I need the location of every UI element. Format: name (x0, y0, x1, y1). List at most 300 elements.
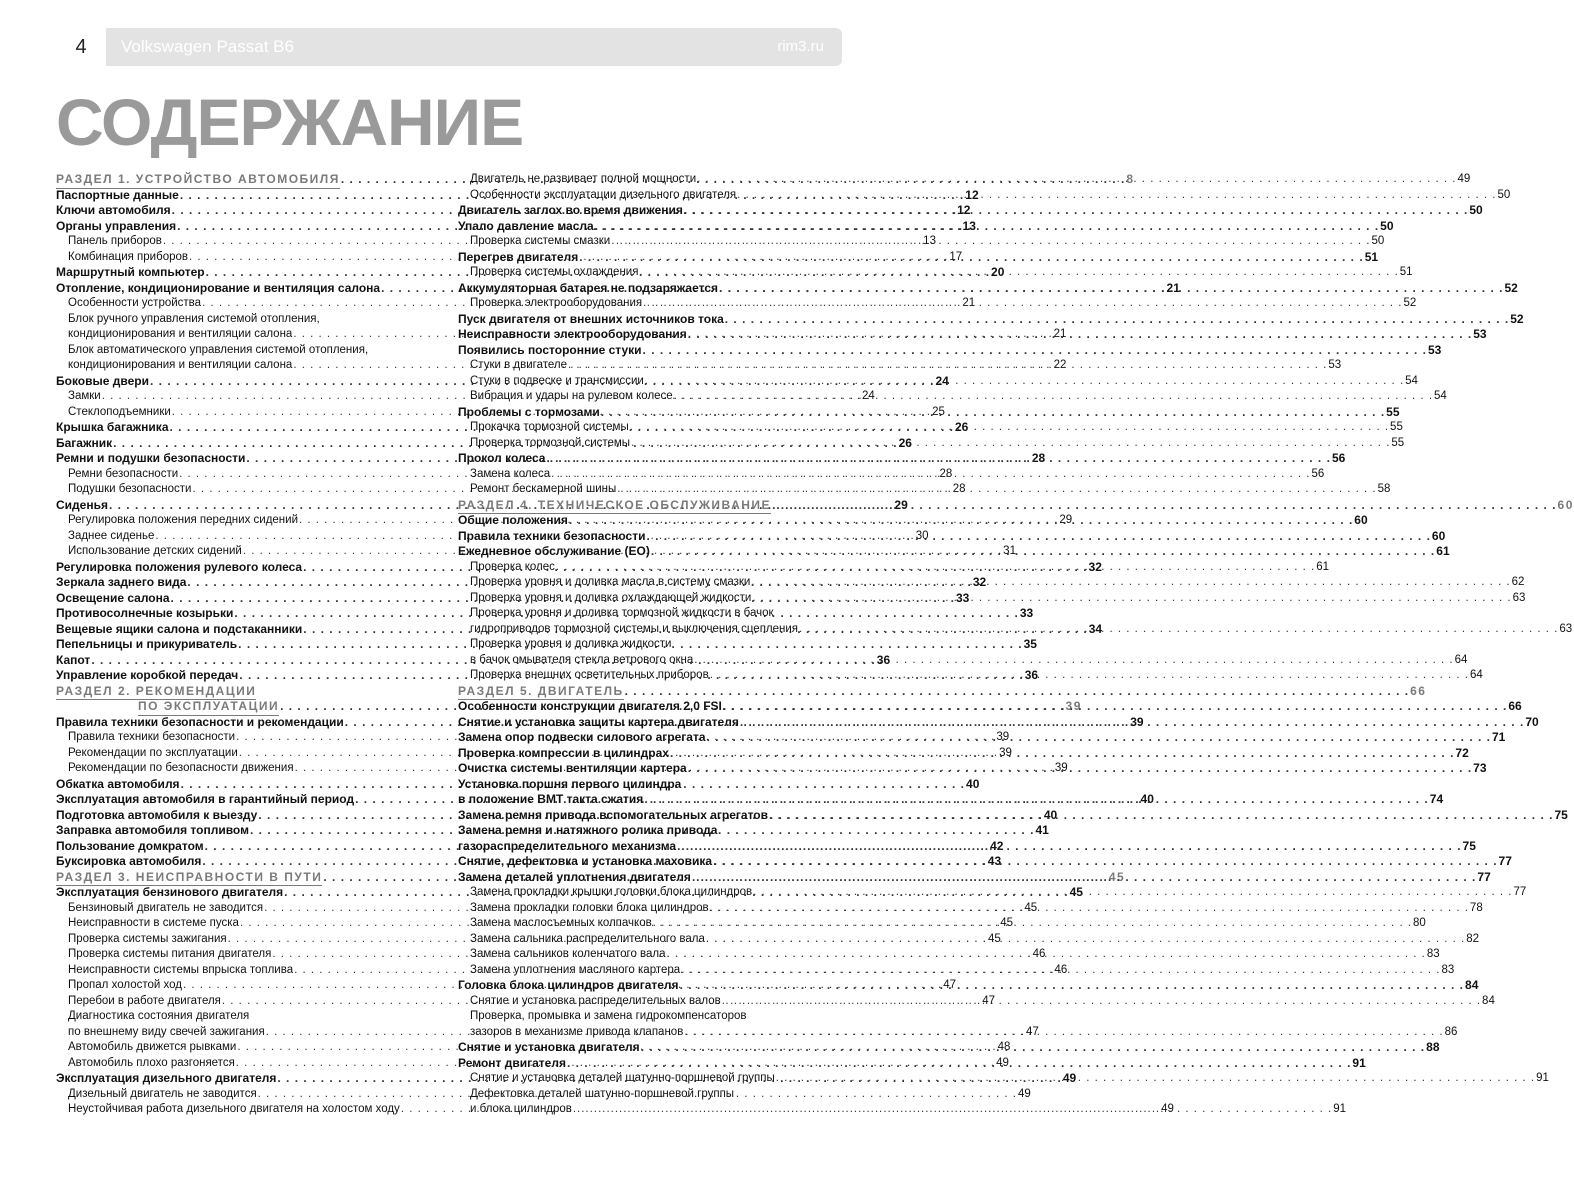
dot-leader (688, 327, 1472, 343)
toc-page-number: 45 (1108, 869, 1126, 884)
toc-page-number: 22 (1053, 359, 1067, 371)
toc-page-number: 63 (1559, 622, 1573, 635)
dot-leader (645, 374, 1404, 390)
dot-leader (772, 498, 1556, 514)
toc-entry-title: Пуск двигателя от внешних источников тока (458, 311, 724, 326)
toc-entry-title: Стуки в подвеске и трансмиссии (470, 374, 644, 387)
dot-leader (706, 932, 1465, 948)
toc-page-number: 77 (1477, 869, 1491, 884)
toc-entry-title: Перегрев двигателя (458, 249, 579, 264)
toc-entry-title: Органы управления (56, 218, 177, 233)
toc-page-number: 32 (972, 575, 987, 589)
toc-page-number: 40 (966, 776, 980, 791)
toc-entry-title: Буксировка автомобиля (56, 854, 202, 868)
dot-leader (651, 544, 1435, 560)
toc-page-number: 28 (1031, 451, 1046, 465)
toc-entry-title: Ключи автомобиля (56, 203, 171, 217)
toc-entry-title: Бензиновый двигатель не заводится (68, 901, 264, 914)
toc-page-number: 12 (957, 203, 971, 217)
page-header (56, 28, 842, 66)
toc-page-number: 26 (954, 420, 969, 434)
toc-subentry (458, 606, 838, 622)
toc-entry-title: Замена ремня и натяжного ролика привода (458, 823, 718, 837)
toc-entry-title: Ремни и подушки безопасности (56, 451, 246, 465)
toc-page-number: 53 (1328, 359, 1342, 371)
toc-page-number: 25 (932, 405, 945, 418)
toc-page-number: 64 (1454, 653, 1468, 666)
toc-page-number: 52 (1504, 280, 1518, 295)
toc-page-number: 45 (1069, 885, 1083, 899)
dot-leader (694, 653, 1453, 669)
page-title: СОДЕРЖАНИЕ (56, 85, 524, 159)
dot-leader (710, 901, 1469, 917)
toc-entry-title: кондиционирования и вентиляции салона (68, 359, 293, 371)
toc-entry-title: Проблемы с тормозами (458, 404, 600, 419)
toc-entry-title: Отопление, кондиционирование и вентиляция салона (56, 280, 381, 295)
toc-page-number: 66 (1508, 699, 1522, 713)
toc-entry-title: Использование детских сидений (68, 545, 242, 557)
toc-page-number: 33 (1019, 606, 1034, 620)
toc-entry-title: Установка поршня первого цилиндра (458, 776, 682, 791)
dot-leader (737, 188, 1496, 204)
toc-entry-title: Панель приборов (68, 235, 162, 247)
toc-entry-title: РАЗДЕЛ 1. УСТРОЙСТВО АВТОМОБИЛЯ (56, 172, 340, 189)
dot-leader (710, 668, 1469, 684)
toc-entry-title: РАЗДЕЛ 3. НЕИСПРАВНОСТИ В ПУТИ (56, 870, 322, 887)
toc-entry-title: Прокачка тормозной системы (470, 421, 629, 433)
toc-entry-title: Замена деталей уплотнения двигателя (458, 869, 691, 884)
toc-page-number: 13 (962, 218, 976, 233)
toc-page-number: 66 (1410, 683, 1427, 698)
toc-page-number: 33 (956, 590, 970, 605)
toc-entry-title: Снятие и установка распределительных валов (470, 994, 721, 1007)
dot-leader (653, 916, 1412, 932)
toc-entry-title: РАЗДЕЛ 4. ТЕХНИЧЕСКОЕ ОБСЛУЖИВАНИЕ (458, 498, 771, 515)
toc-entry-title: газораспределительного механизма (458, 838, 677, 853)
toc-entry-title: Замена прокладки головки блока цилиндров (470, 901, 709, 914)
toc-subentry (458, 1087, 838, 1103)
dot-leader (740, 715, 1524, 731)
toc-section-heading (458, 683, 1427, 700)
toc-page-number: 21 (962, 297, 976, 309)
toc-page-number: 30 (915, 529, 929, 542)
toc-entry-title: Проверка колес (470, 560, 555, 573)
toc-page-number: 39 (1065, 699, 1082, 713)
dot-leader (644, 792, 1428, 808)
toc-page-number: 36 (1024, 668, 1039, 682)
toc-page-number: 43 (987, 854, 1002, 868)
dot-leader (641, 1040, 1425, 1056)
toc-entry-title: Дефектовка деталей шатунно-поршневой группы (470, 1087, 735, 1100)
toc-entry (458, 823, 838, 839)
toc-entry-title: Автомобиль плохо разгоняется (68, 1056, 235, 1069)
dot-leader (579, 250, 1363, 266)
toc-page-number: 60 (1557, 497, 1574, 512)
toc-entry-title: Подушки безопасности (68, 483, 192, 495)
toc-entry-title: Пропал холостой ход (68, 979, 182, 991)
toc-entry-title: Ежедневное обслуживание (ЕО) (458, 544, 650, 558)
toc-page-number: 70 (1525, 714, 1539, 729)
toc-page-number: 28 (939, 467, 953, 480)
toc-page-number: 41 (1035, 823, 1049, 837)
toc-entry-title: Стеклоподъемники (68, 405, 171, 418)
toc-entry-title: Неисправности в системе пуска (68, 917, 239, 929)
toc-page-number: 17 (949, 250, 963, 263)
toc-page-number: 47 (1026, 1025, 1039, 1038)
toc-entry-title: Автомобиль движется рывками (68, 1041, 237, 1053)
dot-leader (639, 265, 1398, 281)
toc-entry-title: Регулировка положения рулевого колеса (56, 559, 303, 574)
toc-page-number: 36 (876, 652, 891, 667)
toc-page-number: 60 (1354, 513, 1368, 527)
toc-entry-title: Общие положения (458, 513, 568, 527)
toc-entry-title: Рекомендации по безопасности движения (68, 762, 294, 774)
toc-page-number: 56 (1311, 467, 1325, 480)
toc-page-number: 40 (1043, 807, 1058, 822)
toc-entry-title: Рекомендации по эксплуатации (68, 746, 238, 759)
toc-entry-title: Проверка тормозной системы (470, 436, 631, 449)
toc-page-number: 53 (1427, 342, 1442, 357)
toc-entry-title: Заднее сиденье (68, 529, 155, 542)
toc-entry-title: в бачок омывателя стекла ветрового окна (470, 653, 694, 666)
toc-page-number: 74 (1429, 792, 1444, 806)
toc-entry-title: Аккумуляторная батарея не подзаряжается (458, 280, 718, 295)
toc-page-number: 80 (1413, 917, 1426, 929)
toc-page-number: 46 (1054, 963, 1068, 976)
dot-leader (595, 219, 1379, 235)
toc-entry-title: Неисправности системы впрыска топлива (68, 963, 294, 976)
dot-leader (722, 994, 1481, 1010)
toc-entry-title: Упало давление масла (458, 218, 594, 233)
toc-page-number: 82 (1466, 932, 1479, 945)
toc-entry-title: гидроприводов тормозной системы и выключения сцепления (470, 622, 799, 635)
toc-page-number: 88 (1426, 1040, 1440, 1054)
toc-page-number: 26 (898, 435, 912, 450)
dot-leader (646, 529, 1430, 545)
toc-entry-title: Особенности эксплуатации дизельного двигателя (470, 188, 737, 201)
dot-leader (643, 343, 1427, 359)
toc-entry-title: Заправка автомобиля топливом (56, 823, 249, 837)
toc-entry-title: РАЗДЕЛ 5. ДВИГАТЕЛЬ (458, 684, 624, 701)
toc-entry-title: Багажник (56, 435, 113, 450)
dot-leader (567, 1056, 1351, 1072)
dot-leader (569, 513, 1353, 529)
dot-leader (670, 746, 1454, 762)
toc-entry-title: Головка блока цилиндров двигателя (458, 978, 679, 992)
toc-entry-title: Прокол колеса (458, 451, 546, 465)
toc-page-number: 84 (1465, 978, 1479, 992)
toc-entry-title: Перебои в работе двигателя (68, 994, 221, 1007)
toc-page-number: 71 (1491, 730, 1506, 744)
toc-entry-title: и блока цилиндров (470, 1103, 572, 1115)
toc-page-number: 28 (952, 483, 966, 495)
toc-entry (458, 777, 838, 793)
toc-entry-title: Снятие, дефектовка и установка маховика (458, 854, 713, 868)
dot-leader (631, 436, 1390, 452)
toc-entry-title: Проверка системы смазки (470, 235, 611, 247)
dot-leader (753, 885, 1512, 901)
toc-page-number: 75 (1554, 807, 1568, 822)
toc-entry-title: Подготовка автомобиля к выезду (56, 807, 258, 822)
toc-page-number: 49 (1017, 1087, 1031, 1100)
toc-entry-title: ПО ЭКСПЛУАТАЦИИ (138, 699, 279, 716)
toc-entry-title: Блок ручного управления системой отопления, (68, 312, 320, 325)
dot-leader (776, 1071, 1535, 1087)
toc-page-number: 24 (935, 373, 949, 388)
dot-leader (625, 684, 1409, 700)
dot-leader (551, 467, 1310, 483)
dot-leader (677, 839, 1461, 855)
toc-entry-title: Неустойчивая работа дизельного двигателя на холостом ходу (68, 1103, 400, 1115)
dot-leader (684, 1025, 1443, 1041)
toc-page-number: 55 (1386, 404, 1400, 419)
toc-page-number: 49 (1457, 173, 1471, 185)
toc-page-number: 83 (1426, 948, 1440, 960)
toc-subentry (56, 1009, 436, 1025)
toc-page-number: 39 (1130, 714, 1144, 729)
toc-page-number: 49 (996, 1056, 1009, 1069)
dot-leader (674, 389, 1433, 405)
toc-entry-title: Особенности конструкции двигателя 2,0 FSI (458, 699, 722, 713)
toc-page-number: 50 (1497, 188, 1511, 201)
toc-page-number: 8 (1126, 172, 1135, 186)
dot-leader (752, 591, 1511, 607)
page-number: 4 (56, 28, 106, 66)
toc-entry-title: Вещевые ящики салона и подстаканники (56, 621, 303, 636)
toc-page-number: 51 (1399, 266, 1413, 278)
dot-leader (556, 560, 1315, 576)
toc-page-number: 54 (1434, 390, 1447, 402)
dot-leader (723, 699, 1507, 715)
toc-page-number: 13 (923, 235, 936, 247)
toc-page-number: 50 (1371, 235, 1385, 247)
toc-entry-title: Проверка компрессии в цилиндрах (458, 745, 669, 760)
toc-page-number: 56 (1331, 451, 1346, 465)
dot-leader (713, 854, 1497, 870)
toc-entry-title: Проверка системы охлаждения (470, 266, 639, 278)
toc-entry-title: Замена колеса (470, 467, 551, 480)
toc-page-number: 55 (1391, 436, 1405, 449)
toc-entry-title: Пепельницы и прикуриватель (56, 637, 238, 651)
toc-page-number: 78 (1469, 901, 1483, 914)
toc-entry-title: Замена маслосъемных колпачков (470, 917, 652, 929)
toc-page-number: 29 (1059, 514, 1073, 526)
dot-leader (617, 482, 1376, 498)
toc-page-number: 39 (996, 731, 1010, 743)
toc-page-number: 61 (1316, 560, 1329, 573)
toc-page-number: 55 (1390, 421, 1403, 433)
toc-page-number: 52 (1510, 311, 1524, 326)
toc-entry-title: Ремни безопасности (68, 467, 179, 480)
toc-page-number: 35 (1023, 637, 1037, 651)
toc-entry-title: Маршрутный компьютер (56, 265, 205, 279)
toc-subentry (458, 172, 1471, 188)
toc-page-number: 53 (1473, 327, 1487, 341)
toc-entry-title: РАЗДЕЛ 2. РЕКОМЕНДАЦИИ (56, 684, 256, 701)
toc-page-number: 45 (987, 932, 1001, 945)
dot-leader (692, 870, 1476, 886)
toc-entry-title: Правила техники безопасности и рекомендации (56, 714, 344, 729)
toc-entry-title: Ремонт двигателя (458, 1055, 566, 1070)
toc-entry-title: Проверка уровня и доливка масла в систему смазки (470, 576, 751, 588)
toc-entry-title: Замена сальника распределительного вала (470, 932, 705, 945)
toc-page-number: 39 (1054, 762, 1068, 774)
toc-entry-title: Проверка уровня и доливка тормозной жидкости в бачок (470, 607, 774, 619)
dot-leader (601, 405, 1385, 421)
toc-entry-title: Эксплуатация автомобиля в гарантийный период (56, 792, 355, 806)
toc-entry-title: Крышка багажника (56, 420, 169, 434)
dot-leader (568, 358, 1327, 374)
toc-entry (458, 342, 1442, 359)
toc-page-number: 62 (1511, 576, 1525, 588)
toc-page-number: 48 (997, 1041, 1011, 1053)
toc-entry-title: Проверка системы питания двигателя (68, 948, 272, 960)
toc-page-number: 73 (1473, 761, 1487, 775)
toc-entry-title: Комбинация приборов (68, 250, 188, 263)
toc-page-number: 91 (1333, 1103, 1347, 1115)
toc-entry-title: в положение ВМТ такта сжатия (458, 792, 644, 806)
toc-page-number: 52 (1403, 297, 1417, 309)
toc-entry-title: Проверка, промывка и замена гидрокомпенсаторов (470, 1010, 747, 1022)
toc-entry-title: Вибрация и удары на рулевом колесе (470, 390, 673, 402)
toc-entry-title: зазоров в механизме привода клапанов (470, 1025, 684, 1038)
toc-page-number: 91 (1352, 1055, 1366, 1070)
toc-entry-title: Проверка внешних осветительных приборов (470, 669, 709, 681)
toc-entry-title: Ремонт бескамерной шины (470, 483, 617, 495)
toc-entry-title: Правила техники безопасности (458, 528, 646, 543)
toc-page-number: 46 (1032, 948, 1046, 960)
toc-entry-title: Особенности устройства (68, 297, 202, 309)
dot-leader (697, 172, 1456, 188)
dot-leader (546, 451, 1330, 467)
toc-page-number: 77 (1498, 854, 1512, 868)
toc-page-number: 50 (1380, 218, 1394, 233)
toc-page-number: 84 (1482, 994, 1495, 1007)
toc-page-number: 77 (1513, 886, 1527, 898)
toc-page-number: 58 (1377, 483, 1391, 495)
toc-page-number: 21 (1166, 280, 1180, 295)
toc-page-number: 45 (1000, 917, 1014, 929)
toc-page-number: 91 (1536, 1072, 1549, 1084)
toc-entry-title: Противосолнечные козырьки (56, 606, 234, 620)
dot-leader (630, 420, 1389, 436)
toc-entry-title: Сиденья (56, 497, 108, 512)
toc-page-number: 86 (1444, 1025, 1458, 1038)
toc-page-number: 12 (965, 187, 979, 202)
site-label: rim3.ru (777, 38, 824, 55)
toc-page-number: 61 (1436, 544, 1450, 558)
toc-entry-title: Появились посторонние стуки (458, 342, 642, 357)
toc-entry-title: Капот (56, 652, 91, 667)
toc-page-number: 51 (1364, 249, 1379, 264)
toc-page-number: 64 (1470, 669, 1483, 681)
dot-leader (643, 296, 1402, 312)
toc-page-number: 60 (1431, 528, 1446, 543)
toc-entry-title: Паспортные данные (56, 187, 179, 202)
toc-page-number: 75 (1462, 838, 1476, 853)
toc-entry-title: Проверка системы зажигания (68, 932, 227, 945)
dot-leader (719, 281, 1503, 297)
toc-page-number: 29 (894, 497, 908, 512)
toc-entry-title: Снятие и установка деталей шатунно-поршневой группы (470, 1072, 775, 1084)
toc-entry-title: Неисправности электрооборудования (458, 327, 687, 341)
dot-leader (684, 203, 1468, 219)
dot-leader (725, 312, 1509, 328)
dot-leader (751, 575, 1510, 591)
toc-page-number: 45 (1024, 901, 1038, 914)
toc-page-number: 54 (1405, 374, 1418, 387)
toc-page-number: 50 (1469, 203, 1483, 217)
toc-entry-title: Проверка уровня и доливка охлаждающей жидкости (470, 591, 752, 604)
toc-page-number: 72 (1455, 745, 1469, 760)
toc-section-heading (56, 684, 436, 700)
toc-entry-title: Зеркала заднего вида (56, 575, 187, 589)
toc-page-number: 42 (990, 838, 1004, 853)
toc-entry-title: Стуки в двигателе (470, 359, 567, 371)
toc-entry-title: Блок автоматического управления системой отопления, (68, 343, 369, 356)
toc-entry-title: по внешнему виду свечей зажигания (68, 1025, 265, 1038)
toc-subentry (458, 1009, 838, 1025)
toc-entry-title: Снятие и установка двигателя (458, 1040, 640, 1054)
dot-leader (667, 947, 1426, 963)
toc-entry-title: Регулировка положения передних сидений (68, 514, 298, 526)
toc-entry-title: кондиционирования и вентиляции салона (68, 328, 293, 340)
toc-page-number: 47 (982, 994, 996, 1007)
toc-entry-title: Диагностика состояния двигателя (68, 1010, 250, 1022)
toc-page-number: 39 (999, 746, 1012, 759)
toc-entry-title: Управление коробкой передач (56, 668, 239, 682)
toc-entry-title: Замена прокладки крышки головки блока цилиндров (470, 886, 753, 898)
toc-page-number: 31 (1003, 545, 1016, 557)
toc-subentry (56, 312, 436, 328)
toc-entry-title: Двигатель не развивает полной мощности (470, 173, 697, 185)
toc-page-number: 47 (943, 979, 957, 991)
toc-page-number: 24 (862, 390, 875, 402)
dot-leader (681, 963, 1440, 979)
toc-entry-title: Снятие и установка защиты картера двигателя (458, 714, 739, 729)
toc-entry-title: Эксплуатация дизельного двигателя (56, 1071, 277, 1085)
toc-page-number: 49 (1062, 1071, 1077, 1085)
toc-page-number: 20 (991, 265, 1005, 279)
toc-page-number: 32 (1088, 559, 1102, 574)
toc-page-number: 63 (1512, 591, 1526, 604)
toc-entry-title: Замена сальников коленчатого вала (470, 948, 666, 960)
toc-entry-title: Эксплуатация бензинового двигателя (56, 885, 284, 899)
toc-entry-title: Пользование домкратом (56, 838, 204, 853)
toc-entry-title: Замки (68, 390, 101, 402)
toc-entry-title: Правила техники безопасности (68, 731, 236, 743)
toc-entry-title: Очистка системы вентиляции картера (458, 761, 687, 775)
toc-entry-title: Обкатка автомобиля (56, 776, 180, 791)
toc-page-number: 34 (1088, 621, 1103, 636)
toc-entry-title: Дизельный двигатель не заводится (68, 1087, 257, 1100)
dot-leader (688, 761, 1472, 777)
dot-leader (707, 730, 1491, 746)
dot-leader (573, 1102, 1332, 1118)
toc-entry-title: Боковые двери (56, 373, 149, 388)
toc-page-number: 83 (1441, 963, 1455, 976)
toc-entry-title: Проверка уровня и доливка жидкости (470, 638, 672, 650)
dot-leader (680, 978, 1464, 994)
book-title: Volkswagen Passat B6 (121, 37, 294, 56)
toc-page-number: 21 (1053, 328, 1067, 340)
toc-entry-title: Освещение салона (56, 590, 170, 605)
toc-page-number: 49 (1161, 1103, 1174, 1115)
toc-entry (458, 311, 1524, 328)
toc-entry-title: Двигатель заглох во время движения (458, 203, 683, 217)
toc-page-number: 40 (1140, 792, 1154, 806)
toc-entry-title: Замена уплотнения масляного картера (470, 963, 681, 976)
